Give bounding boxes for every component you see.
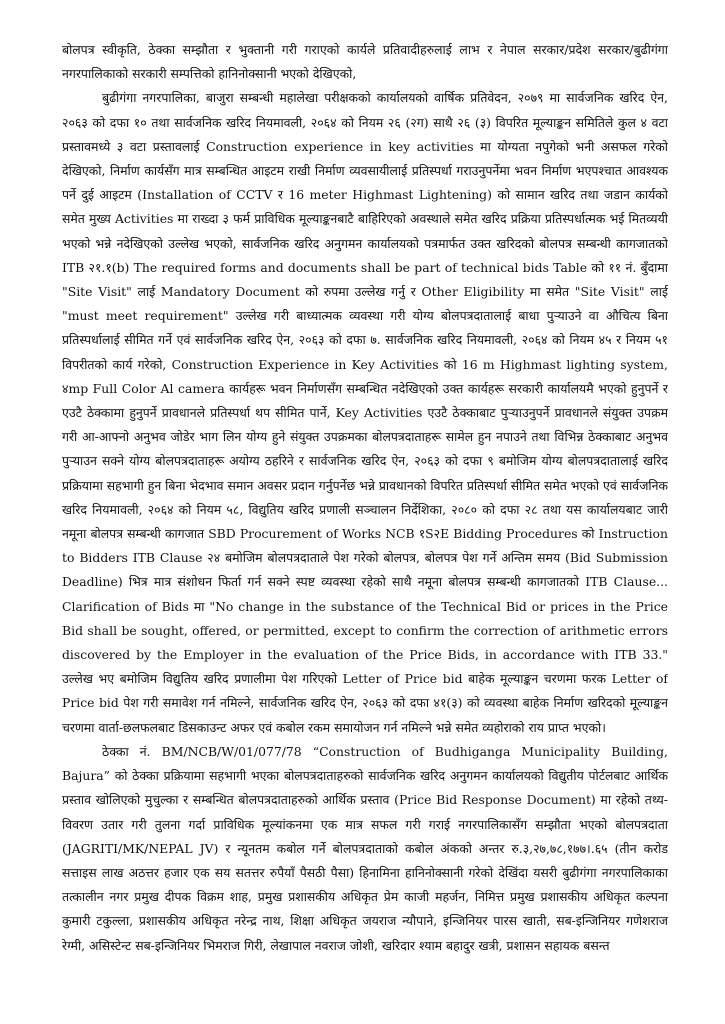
paragraph-opening-continuation: बोलपत्र स्वीकृति, ठेक्का सम्झौता र भुक्तानी गरी गराएको कार्यले प्रतिवादीहरुलाई लाभ र नेपाल सरकार/प्रदेश सरकार/बुढीगंगा नगरपालिकाको सरकारी सम्पत्तिको हानिनोक्सानी भएको देखिएको,	[62, 42, 668, 82]
paragraph-audit-report: बुढीगंगा नगरपालिका, बाजुरा सम्बन्धी महालेखा परीक्षकको कार्यालयको वार्षिक प्रतिवेदन, २०७९ मा सार्वजनिक खरिद ऐन, २०६३ को दफा १० तथा सार्वजनिक खरिद नियमावली, २०६४ को नियम २६ (२ग) साथै २६ (३) विपरित मूल्याङ्कन समितिले कुल ४ वटा प्रस्तावमध्ये ३ वटा प्रस्तावलाई Construction experience in key activities मा योग्यता नपुगेको भनी असफल गरेको देखिएको, निर्माण कार्यसँग मात्र सम्बन्धित आइटम राखी निर्माण व्यवसायीलाई प्रतिस्पर्धा गराउनुपर्नेमा भवन निर्माण भएपश्चात आवश्यक पर्ने दुई आइटम (Installation of CCTV र 16 meter Highmast Lightening) को सामान खरिद तथा जडान कार्यको समेत मुख्य Activities मा राख्दा ३ फर्म प्राविधिक मूल्याङ्कनबाटै बाहिरिएको अवस्थाले समेत खरिद प्रक्रिया प्रतिस्पर्धात्मक भई मितव्ययी भएको भन्ने नदेखिएको उल्लेख भएको, सार्वजनिक खरिद अनुगमन कार्यालयको पत्रमार्फत उक्त खरिदको बोलपत्र सम्बन्धी कागजातको ITB २१.१(b) The required forms and documents shall be part of technical bids Table को ११ नं. बुँदामा "Site Visit" लाई Mandatory Document को रुपमा उल्लेख गर्नु र Other Eligibility मा समेत "Site Visit" लाई "must meet requirement" उल्लेख गरी बाध्यात्मक व्यवस्था गरी योग्य बोलपत्रदातालाई बाधा पुऱ्याउने वा औचित्य बिना प्रतिस्पर्धालाई सीमित गर्ने एवं सार्वजनिक खरिद ऐन, २०६३ को दफा ७. सार्वजनिक खरिद नियमावली, २०६४ को नियम ४५ र नियम ५१ विपरीतको कार्य गरेको, Construction Experience in Key Activities को 16 m Highmast lighting system, ४mp Full Color Al camera कार्यहरू भवन निर्माणसँग सम्बन्धित नदेखिएको उक्त कार्यहरू सरकारी कार्यालयमै भएको हुनुपर्ने र एउटै ठेक्कामा हुनुपर्ने प्रावधानले प्रतिस्पर्धा थप सीमित पार्ने, Key Activities एउटै ठेक्काबाट पुऱ्याउनुपर्ने प्रावधानले संयुक्त उपक्रम गरी आ-आफ्नो अनुभव जोडेर भाग लिन योग्य हुने संयुक्त उपक्रमका बोलपत्रदाताहरू सामेल हुन नपाउने तथा विभिन्न ठेक्काबाट अनुभव पुऱ्याउन सक्ने योग्य बोलपत्रदाताहरू अयोग्य ठहरिने र सार्वजनिक खरिद ऐन, २०६३ को दफा ९ बमोजिम योग्य बोलपत्रदातालाई खरिद प्रक्रियामा सहभागी हुन बिना भेदभाव समान अवसर प्रदान गर्नुपर्नेछ भन्ने प्रावधानको विपरित प्रतिस्पर्धा सीमित समेत भएको एवं सार्वजनिक खरिद नियमावली, २०६४ को नियम ५८, विद्युतिय खरिद प्रणाली सञ्चालन निर्देशिका, २०८० को दफा २८ तथा यस कार्यालयबाट जारी नमूना बोलपत्र सम्बन्धी कागजात SBD Procurement of Works NCB १S२E Bidding Procedures को Instruction to Bidders ITB Clause २४ बमोजिम बोलपत्रदाताले पेश गरेको बोलपत्र, बोलपत्र पेश गर्ने अन्तिम समय (Bid Submission Deadline) भित्र मात्र संशोधन फिर्ता गर्न सक्ने स्पष्ट व्यवस्था रहेको साथै नमूना बोलपत्र सम्बन्धी कागजातको ITB Clause... Clarification of Bids मा "No change in the substance of the Technical Bid or prices in the Price Bid shall be sought, offered, or permitted, except to confirm the correction of arithmetic errors discovered by the Employer in the evaluation of the Price Bids, in accordance with ITB 33." उल्लेख भए बमोजिम विद्युतिय खरिद प्रणालीमा पेश गरिएको Letter of Price bid बाहेक मूल्याङ्कन चरणमा फरक Letter of Price bid पेश गरी समावेश गर्न नमिल्ने, सार्वजनिक खरिद ऐन, २०६३ को दफा ४१(३) को व्यवस्था बाहेक निर्माण खरिदको मूल्याङ्कन चरणमा वार्ता-छलफलबाट डिसकाउन्ट अफर एवं कबोल रकम समायोजन गर्न नमिल्ने भन्ने समेत व्यहोराको राय प्राप्त भएको।	[62, 90, 668, 735]
paragraph-contract-details: ठेक्का नं. BM/NCB/W/01/077/78 “Construction of Budhiganga Municipality Building, Bajura” को ठेक्का प्रक्रियामा सहभागी भएका बोलपत्रदाताहरुको सार्वजनिक खरिद अनुगमन कार्यालयको विद्युतीय पोर्टलबाट आर्थिक प्रस्ताव खोलिएको मुचुल्का र सम्बन्धित बोलपत्रदाताहरुको आर्थिक प्रस्ताव (Price Bid Response Document) मा रहेको तथ्य-विवरण उतार गरी तुलना गर्दा प्राविधिक मूल्यांकनमा एक मात्र सफल गरी गराई नगरपालिकासँग सम्झौता भएको बोलपत्रदाता (JAGRITI/MK/NEPAL JV) र न्यूनतम कबोल गर्ने बोलपत्रदाताको कबोल अंकको अन्तर रु.३,२७,७८,१७७।.६५ (तीन करोड सत्ताइस लाख अठत्तर हजार एक सय सतत्तर रुपैयाँ पैसठी पैसा) हिनामिना हानिनोक्सानी गरेको देखिंदा यसरी बुढीगंगा नगरपालिकाका तत्कालीन नगर प्रमुख दीपक विक्रम शाह, प्रमुख प्रशासकीय अधिकृत प्रेम काजी महर्जन, निमित्त प्रमुख प्रशासकीय अधिकृत कल्पना कुमारी टकुल्ला, प्रशासकीय अधिकृत नरेन्द्र नाथ, शिक्षा अधिकृत जयराज न्यौपाने, इन्जिनियर पारस खाती, सब-इन्जिनियर गणेशराज रेग्मी, असिस्टेन्ट सब-इन्जिनियर भिमराज गिरी, लेखापाल नवराज जोशी, खरिदार श्याम बहादुर खत्री, प्रशासन सहायक बसन्त	[62, 743, 668, 953]
document-page	[62, 38, 668, 1018]
